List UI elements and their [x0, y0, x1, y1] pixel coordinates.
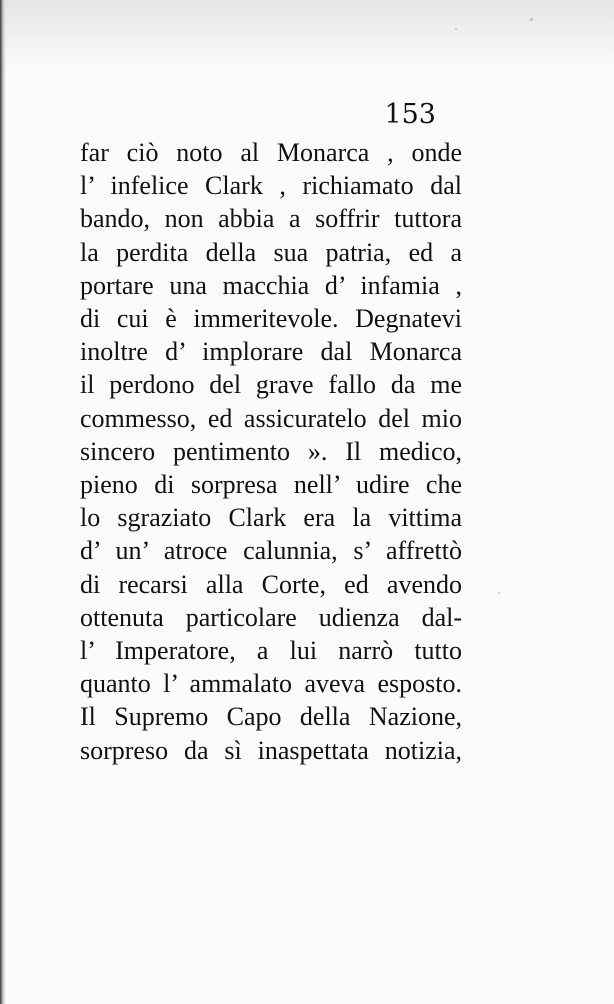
- paper-speck: [498, 592, 500, 594]
- text-line: la perdita della sua patria, ed a: [80, 237, 462, 267]
- page-left-edge: [0, 0, 6, 1004]
- text-line: quanto l’ ammalato aveva esposto.: [80, 669, 462, 699]
- text-line: pieno di sorpresa nell’ udire che: [80, 470, 462, 500]
- text-line: di recarsi alla Corte, ed avendo: [80, 569, 462, 599]
- text-line: ottenuta particolare udienza dal-: [80, 602, 462, 632]
- text-line: commesso, ed assicuratelo del mio: [80, 403, 462, 433]
- text-line: sorpreso da sì inaspettata notizia,: [80, 735, 462, 765]
- text-line: far ciò noto al Monarca , onde: [80, 138, 462, 167]
- body-text: [80, 136, 462, 767]
- text-line: d’ un’ atroce calunnia, s’ affrettò: [80, 536, 462, 566]
- text-line: sincero pentimento ». Il medico,: [80, 436, 462, 466]
- text-line: lo sgraziato Clark era la vittima: [80, 503, 462, 533]
- text-line: il perdono del grave fallo da me: [80, 370, 462, 400]
- text-line: di cui è immeritevole. Degnatevi: [80, 304, 462, 334]
- text-line: inoltre d’ implorare dal Monarca: [80, 337, 462, 367]
- text-line: l’ Imperatore, a lui narrò tutto: [80, 636, 462, 666]
- paper-speck: [455, 28, 457, 30]
- text-line: bando, non abbia a soffrir tuttora: [80, 204, 462, 234]
- text-line: l’ infelice Clark , richiamato dal: [80, 171, 462, 201]
- text-line: portare una macchia d’ infamia ,: [80, 270, 462, 300]
- paper-speck: [530, 18, 533, 21]
- text-line: Il Supremo Capo della Nazione,: [80, 702, 462, 732]
- scan-top-shadow: [0, 0, 614, 70]
- page-number: 153: [384, 99, 436, 130]
